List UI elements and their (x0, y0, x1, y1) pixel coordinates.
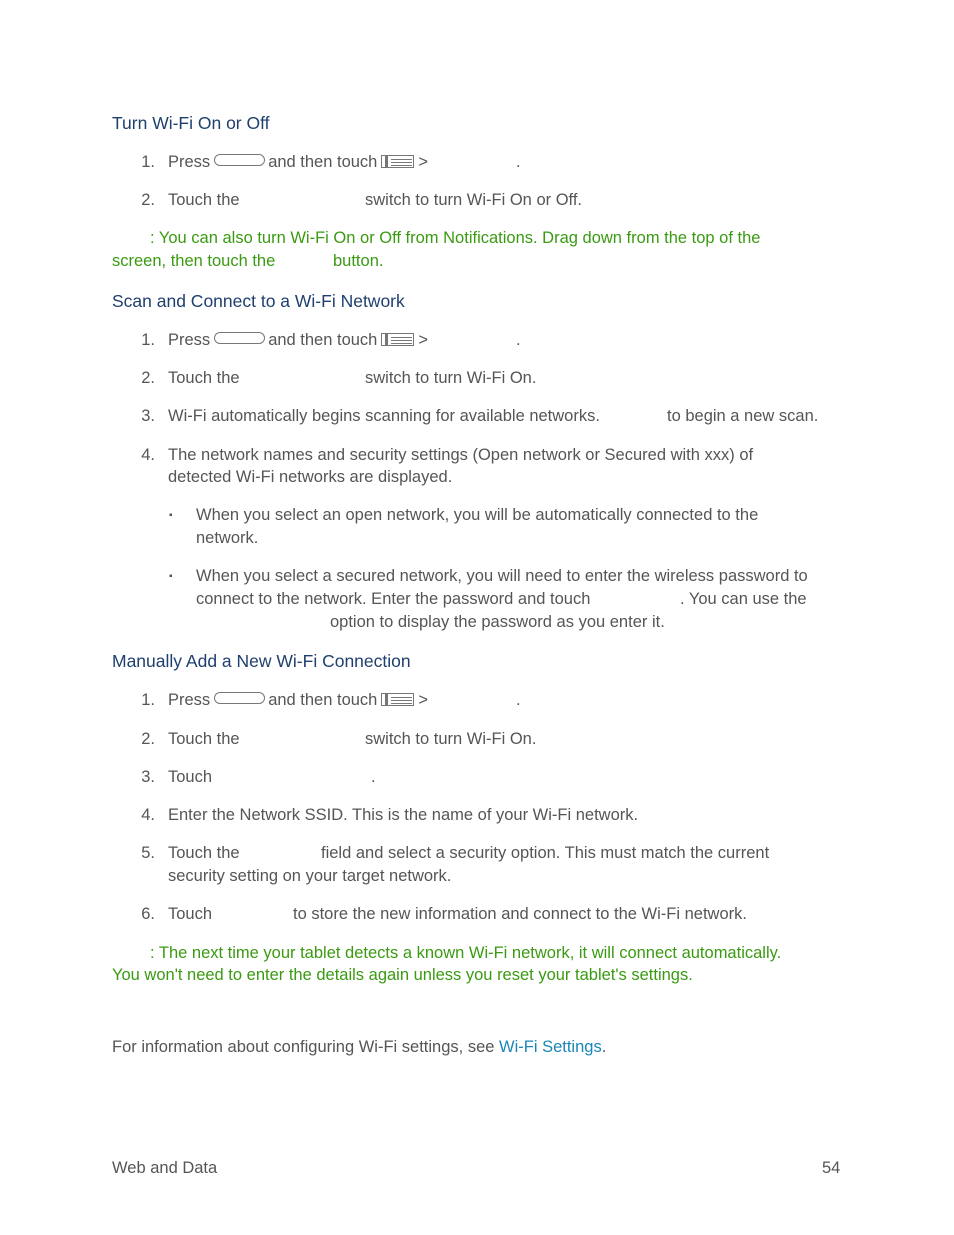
menu-icon (381, 693, 414, 706)
step-1-end: . (516, 331, 521, 349)
bullet-2-line-3: option to display the password as you enter it. (330, 613, 665, 631)
then-touch-label: and then touch (268, 691, 378, 709)
step-5-rest: field and select a security option. This must match the current (321, 844, 770, 862)
info-text (112, 1038, 606, 1057)
step-number: 4. (141, 806, 155, 824)
gt-sign: > (418, 331, 429, 349)
step-number: 6. (141, 905, 155, 923)
step-6-rest: to store the new information and connect to the Wi-Fi network. (293, 905, 747, 923)
step-5-text: Touch the (168, 844, 240, 862)
step-number: 1. (141, 153, 155, 171)
step-4-line-1: The network names and security settings (Open network or Secured with xxx) of (168, 446, 754, 464)
step-number: 4. (141, 446, 155, 464)
bullet-2-line-2b: . You can use the (680, 590, 807, 608)
step-number: 1. (141, 331, 155, 349)
then-touch-label: and then touch (268, 331, 378, 349)
step-1-text (168, 153, 428, 172)
home-button-icon (214, 154, 265, 166)
step-3-text: Touch (168, 768, 213, 786)
home-button-icon (214, 692, 265, 704)
home-button-icon (214, 332, 265, 344)
step-2-rest: switch to turn Wi-Fi On. (365, 730, 537, 748)
step-3-rest: to begin a new scan. (667, 407, 819, 425)
then-touch-label: and then touch (268, 153, 378, 171)
step-2-text: Touch the (168, 191, 240, 209)
wifi-settings-link[interactable]: Wi-Fi Settings (499, 1038, 602, 1056)
step-5-line-2: security setting on your target network. (168, 867, 452, 885)
gt-sign: > (418, 691, 429, 709)
step-number: 5. (141, 844, 155, 862)
press-label: Press (168, 691, 211, 709)
footer-section: Web and Data (112, 1159, 218, 1177)
step-4-text: Enter the Network SSID. This is the name of your Wi-Fi network. (168, 806, 639, 824)
note-line-1: : The next time your tablet detects a known Wi-Fi network, it will connect automatically. (150, 944, 782, 962)
press-label: Press (168, 331, 211, 349)
step-1-end: . (516, 153, 521, 171)
press-label: Press (168, 153, 211, 171)
step-2-rest: switch to turn Wi-Fi On. (365, 369, 537, 387)
page-number: 54 (822, 1159, 841, 1177)
step-3-end: . (371, 768, 376, 786)
step-1-end: . (516, 691, 521, 709)
step-number: 3. (141, 768, 155, 786)
step-6-text: Touch (168, 905, 213, 923)
heading-manual-add: Manually Add a New Wi-Fi Connection (112, 651, 411, 671)
bullet-mark: ▪ (169, 510, 173, 521)
menu-icon (381, 155, 414, 168)
step-2-rest: switch to turn Wi-Fi On or Off. (365, 191, 582, 209)
step-2-text: Touch the (168, 730, 240, 748)
step-number: 1. (141, 691, 155, 709)
step-number: 2. (141, 191, 155, 209)
step-1-text (168, 331, 428, 350)
info-label: For information about configuring Wi-Fi settings, see (112, 1038, 495, 1056)
step-number: 2. (141, 730, 155, 748)
step-number: 2. (141, 369, 155, 387)
step-4-line-2: detected Wi-Fi networks are displayed. (168, 468, 453, 486)
step-number: 3. (141, 407, 155, 425)
step-2-text: Touch the (168, 369, 240, 387)
bullet-1-line-1: When you select an open network, you will be automatically connected to the (196, 506, 759, 524)
heading-turn-wifi-on-off: Turn Wi-Fi On or Off (112, 113, 270, 133)
menu-icon (381, 333, 414, 346)
info-end: . (601, 1038, 607, 1056)
gt-sign: > (418, 153, 429, 171)
bullet-mark: ▪ (169, 571, 173, 582)
note-line-2b: button. (333, 252, 384, 270)
heading-scan-connect: Scan and Connect to a Wi-Fi Network (112, 291, 405, 311)
step-3-text: Wi-Fi automatically begins scanning for available networks. (168, 407, 600, 425)
note-line-1: : You can also turn Wi-Fi On or Off from Notifications. Drag down from the top of the (150, 229, 761, 247)
bullet-2-line-2a: connect to the network. Enter the password and touch (196, 590, 591, 608)
bullet-2-line-1: When you select a secured network, you will need to enter the wireless password to (196, 567, 808, 585)
bullet-1-line-2: network. (196, 529, 259, 547)
note-line-2a: screen, then touch the (112, 252, 276, 270)
step-1-text (168, 691, 428, 710)
note-line-2: You won't need to enter the details again unless you reset your tablet's settings. (112, 966, 693, 984)
